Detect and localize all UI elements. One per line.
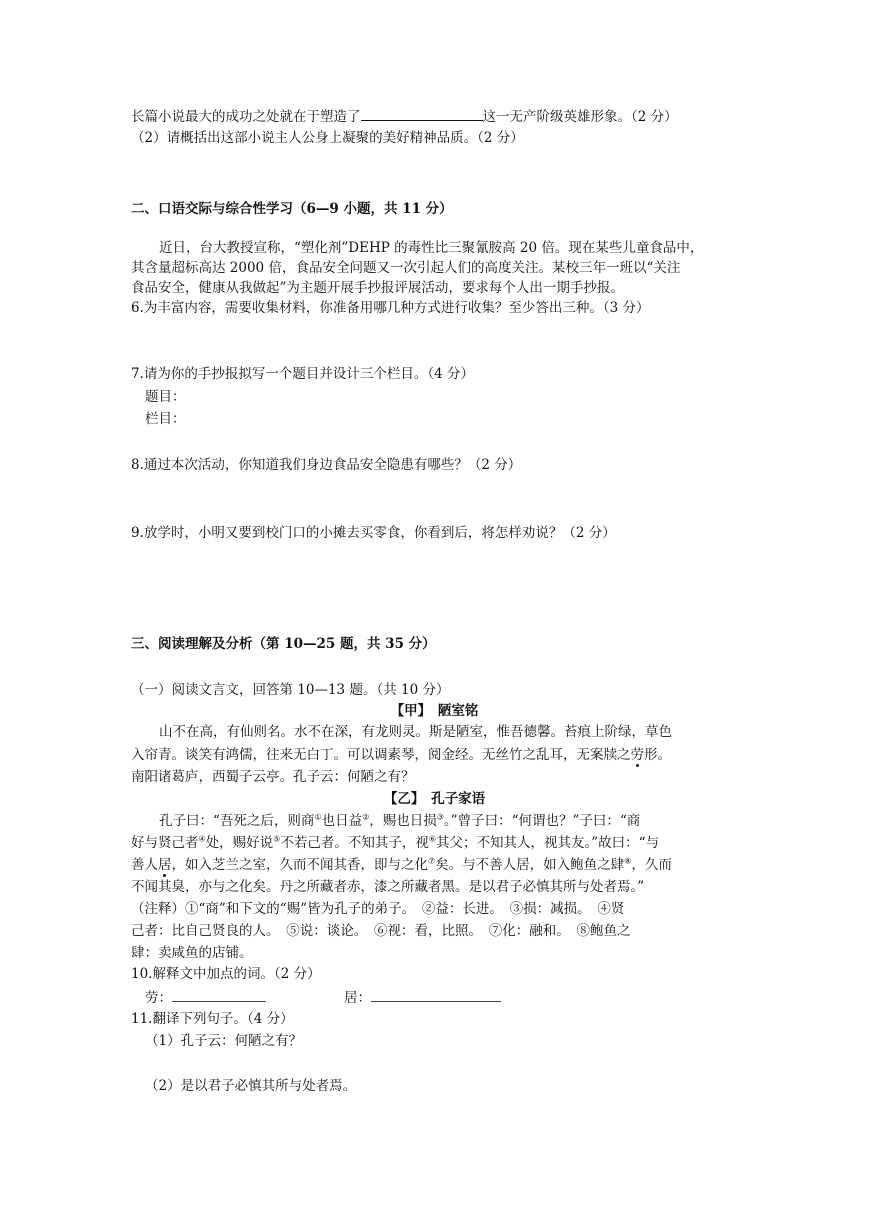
jia-line-1: 山不在高，有仙则名。水不在深，有龙则灵。斯是陋室，惟吾德馨。苔痕上阶绿，草色 <box>159 724 672 740</box>
part1-instruction: （一）阅读文言文，回答第 10—13 题。（共 10 分） <box>131 682 450 698</box>
footnote-mark: ⑧ <box>624 856 632 866</box>
section3-heading: 三、阅读理解及分析（第 10—25 题，共 35 分） <box>131 636 436 652</box>
jia-line-2 <box>131 745 671 765</box>
question-6: 6.为丰富内容，需要收集材料，你准备用哪几种方式进行收集？至少答出三种。（3 分） <box>131 300 650 316</box>
section2-intro-3: 食品安全，健康从我做起”为主题开展手抄报评展活动，要求每个人出一期手抄报。 <box>131 280 624 296</box>
yi-3d: ，久而 <box>631 857 672 873</box>
q10-answers <box>145 987 501 1008</box>
section2-intro-1: 近日，台大教授宣称，“塑化剂”DEHP 的毒性比三聚氰胺高 20 倍。现在某些儿童食品中， <box>159 240 704 256</box>
footnote-mark: ⑤ <box>273 834 281 844</box>
footnote-mark: ⑦ <box>428 856 436 866</box>
yi-2b: 处，赐好说 <box>205 835 274 851</box>
q11-item-1: （1）孔子云：何陋之有？ <box>145 1033 303 1049</box>
q7-title-label: 题目： <box>145 389 186 405</box>
section2-heading: 二、口语交际与综合性学习（6—9 小题，共 11 分） <box>131 201 453 217</box>
question-8: 8.通过本次活动，你知道我们身边食品安全隐患有哪些？（2 分） <box>131 457 522 473</box>
novel-question-text-b: 这一无产阶级英雄形象。（2 分） <box>482 109 678 125</box>
jia-line-2-text: 入帘青。谈笑有鸿儒，往来无白丁。可以调素琴，阅金经。无丝竹之乱耳，无案牍之 <box>131 747 631 763</box>
notes-line-3: 肆：卖咸鱼的店铺。 <box>131 945 253 961</box>
text-yi-title: 【乙】 孔子家语 <box>383 791 486 807</box>
q10-lao-label: 劳： <box>145 990 172 1006</box>
yi-3b: ，如入芝兰之室，久而不闻其香，即与之化 <box>171 857 428 873</box>
dotted-char-ju: 居 <box>158 857 172 873</box>
jia-line-2-end: 形。 <box>644 747 671 763</box>
question-10: 10.解释文中加点的词。（2 分） <box>131 966 321 982</box>
yi-2d: 其父；不知其人，视其友。”故曰：“与 <box>436 835 660 851</box>
dotted-char-lao: 劳 <box>630 747 644 763</box>
yi-line-4: 不闻其臭，亦与之化矣。丹之所藏者赤，漆之所藏者黑。是以君子必慎其所与处者焉。” <box>131 879 645 895</box>
q10-lao-blank[interactable] <box>172 987 266 1002</box>
q10-ju-label: 居： <box>344 990 371 1006</box>
question-7: 7.请为你的手抄报拟写一个题目并设计三个栏目。（4 分） <box>131 366 475 382</box>
question-9: 9.放学时，小明又要到校门口的小摊去买零食，你看到后，将怎样劝说？（2 分） <box>131 525 616 541</box>
footnote-mark: ⑥ <box>428 834 437 844</box>
jia-line-3: 南阳诸葛庐，西蜀子云亭。孔子云：何陋之有？ <box>131 769 415 785</box>
q10-ju-blank[interactable] <box>371 987 501 1002</box>
answer-blank[interactable] <box>361 106 483 121</box>
footnote-mark: ② <box>362 812 370 822</box>
text-jia-title: 【甲】 陋室铭 <box>390 703 479 719</box>
section2-intro-2: 其含量超标高达 2000 倍，食品安全问题又一次引起人们的高度关注。某校三年一班以“关注 <box>131 260 681 276</box>
q7-columns-label: 栏目： <box>145 411 186 427</box>
novel-question-text-a: 长篇小说最大的成功之处就在于塑造了 <box>131 109 361 125</box>
yi-line-1 <box>159 811 640 831</box>
footnote-mark: ④ <box>198 834 206 844</box>
notes-line-1: （注释）①“商”和下文的“赐”皆为孔子的弟子。 ②益：长进。 ③损：减损。 ④贤 <box>131 901 625 917</box>
q11-item-2: （2）是以君子必慎其所与处者焉。 <box>145 1078 357 1094</box>
yi-1c: ，赐也日损 <box>369 813 437 829</box>
yi-1b: 也日益 <box>321 813 363 829</box>
yi-line-2 <box>131 833 659 853</box>
yi-1d: 。”曾子曰：“何谓也？”子曰：“商 <box>443 813 641 829</box>
yi-line-3 <box>131 855 672 875</box>
question-11: 11.翻译下列句子。（4 分） <box>131 1011 294 1027</box>
footnote-mark: ③ <box>436 812 444 822</box>
footnote-mark: ① <box>314 812 322 822</box>
yi-3a: 善人 <box>131 857 158 873</box>
yi-1a: 孔子曰：“吾死之后，则商 <box>159 813 315 829</box>
yi-2a: 好与贤己者 <box>131 835 199 851</box>
yi-2c: 不若己者。不知其子，视 <box>280 835 429 851</box>
yi-3c: 矣。与不善人居，如入鲍鱼之肆 <box>435 857 625 873</box>
novel-question-line <box>131 106 678 127</box>
novel-question-2: （2）请概括出这部小说主人公身上凝聚的美好精神品质。（2 分） <box>131 130 524 146</box>
notes-line-2: 己者：比自己贤良的人。 ⑤说：谈论。 ⑥视：看，比照。 ⑦化：融和。 ⑧鲍鱼之 <box>131 923 631 939</box>
